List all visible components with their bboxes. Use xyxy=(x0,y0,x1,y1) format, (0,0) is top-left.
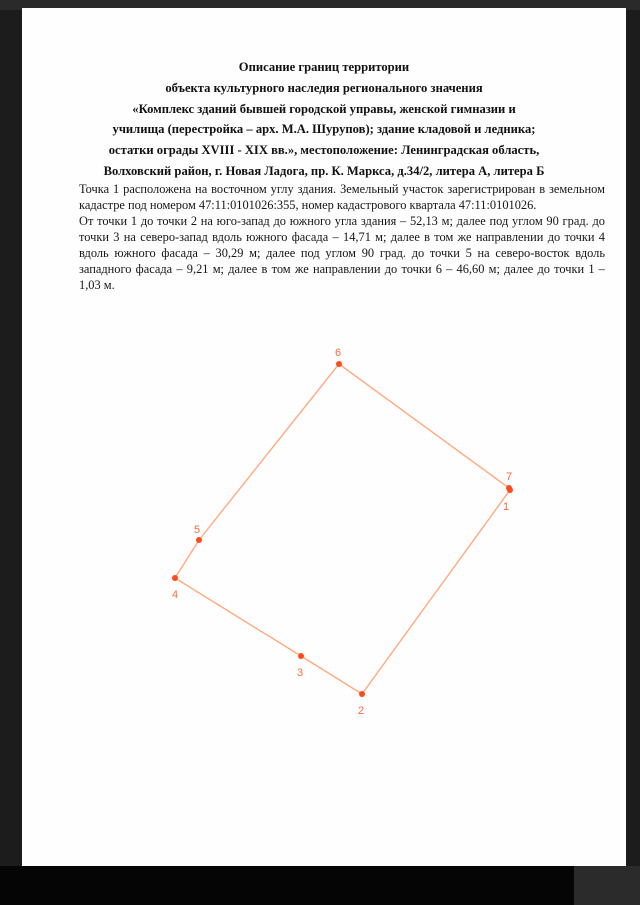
title-line-6: Волховский район, г. Новая Ладога, пр. К. Маркса, д.34/2, литера А, литера Б xyxy=(103,163,545,178)
point-label-2: 2 xyxy=(358,705,365,717)
boundary-polyline xyxy=(175,364,513,694)
boundary-point-4 xyxy=(172,575,178,581)
title-line-1: Описание границ территории xyxy=(238,60,410,74)
paragraph-boundary-route: От точки 1 до точки 2 на юго-запад до южного угла здания – 52,13 м; далее под углом 90 град. до точки 3 на северо-запад вдоль южного фасада – 14,71 м; далее в том же направлении до точки 4 вдоль южного фасада – 30,29 м; далее под углом 90 град. до точки 5 на северо-восток вдоль западного фасада – 9,21 м; далее в том же направлении до точки 6 – 46,60 м; далее до точки 1 – 1,03 м. xyxy=(79,214,605,292)
title-line-3: «Комплекс зданий бывшей городской управы, женской гимназии и xyxy=(132,101,516,116)
boundary-point-7 xyxy=(506,485,512,491)
paragraph-point-1: Точка 1 расположена на восточном углу здания. Земельный участок зарегистрирован в земельном кадастре под номером 47:11:0101026:355, номер кадастрового квартала 47:11:0101026. xyxy=(79,182,605,212)
title-line-2: объекта культурного наследия регионального значения xyxy=(165,80,483,95)
boundary-point-6 xyxy=(336,361,342,367)
point-label-1: 1 xyxy=(503,501,510,513)
point-label-5: 5 xyxy=(194,524,201,536)
point-label-6: 6 xyxy=(335,347,342,359)
boundary-point-2 xyxy=(359,691,365,697)
boundary-point-5 xyxy=(196,537,202,543)
scan-edge-corner xyxy=(574,866,640,905)
scan-edge-bottom xyxy=(0,866,640,905)
point-label-3: 3 xyxy=(297,667,304,679)
boundary-point-3 xyxy=(298,653,304,659)
title-line-5: остатки ограды XVIII - XIX вв.», местоположение: Ленинградская область, xyxy=(108,143,540,158)
point-label-7: 7 xyxy=(506,471,513,483)
title-line-4: училища (перестройка – арх. М.А. Шурупов); здание кладовой и ледника; xyxy=(112,122,536,137)
document-page xyxy=(22,8,626,866)
boundary-plan xyxy=(22,8,626,866)
point-label-4: 4 xyxy=(172,589,179,601)
